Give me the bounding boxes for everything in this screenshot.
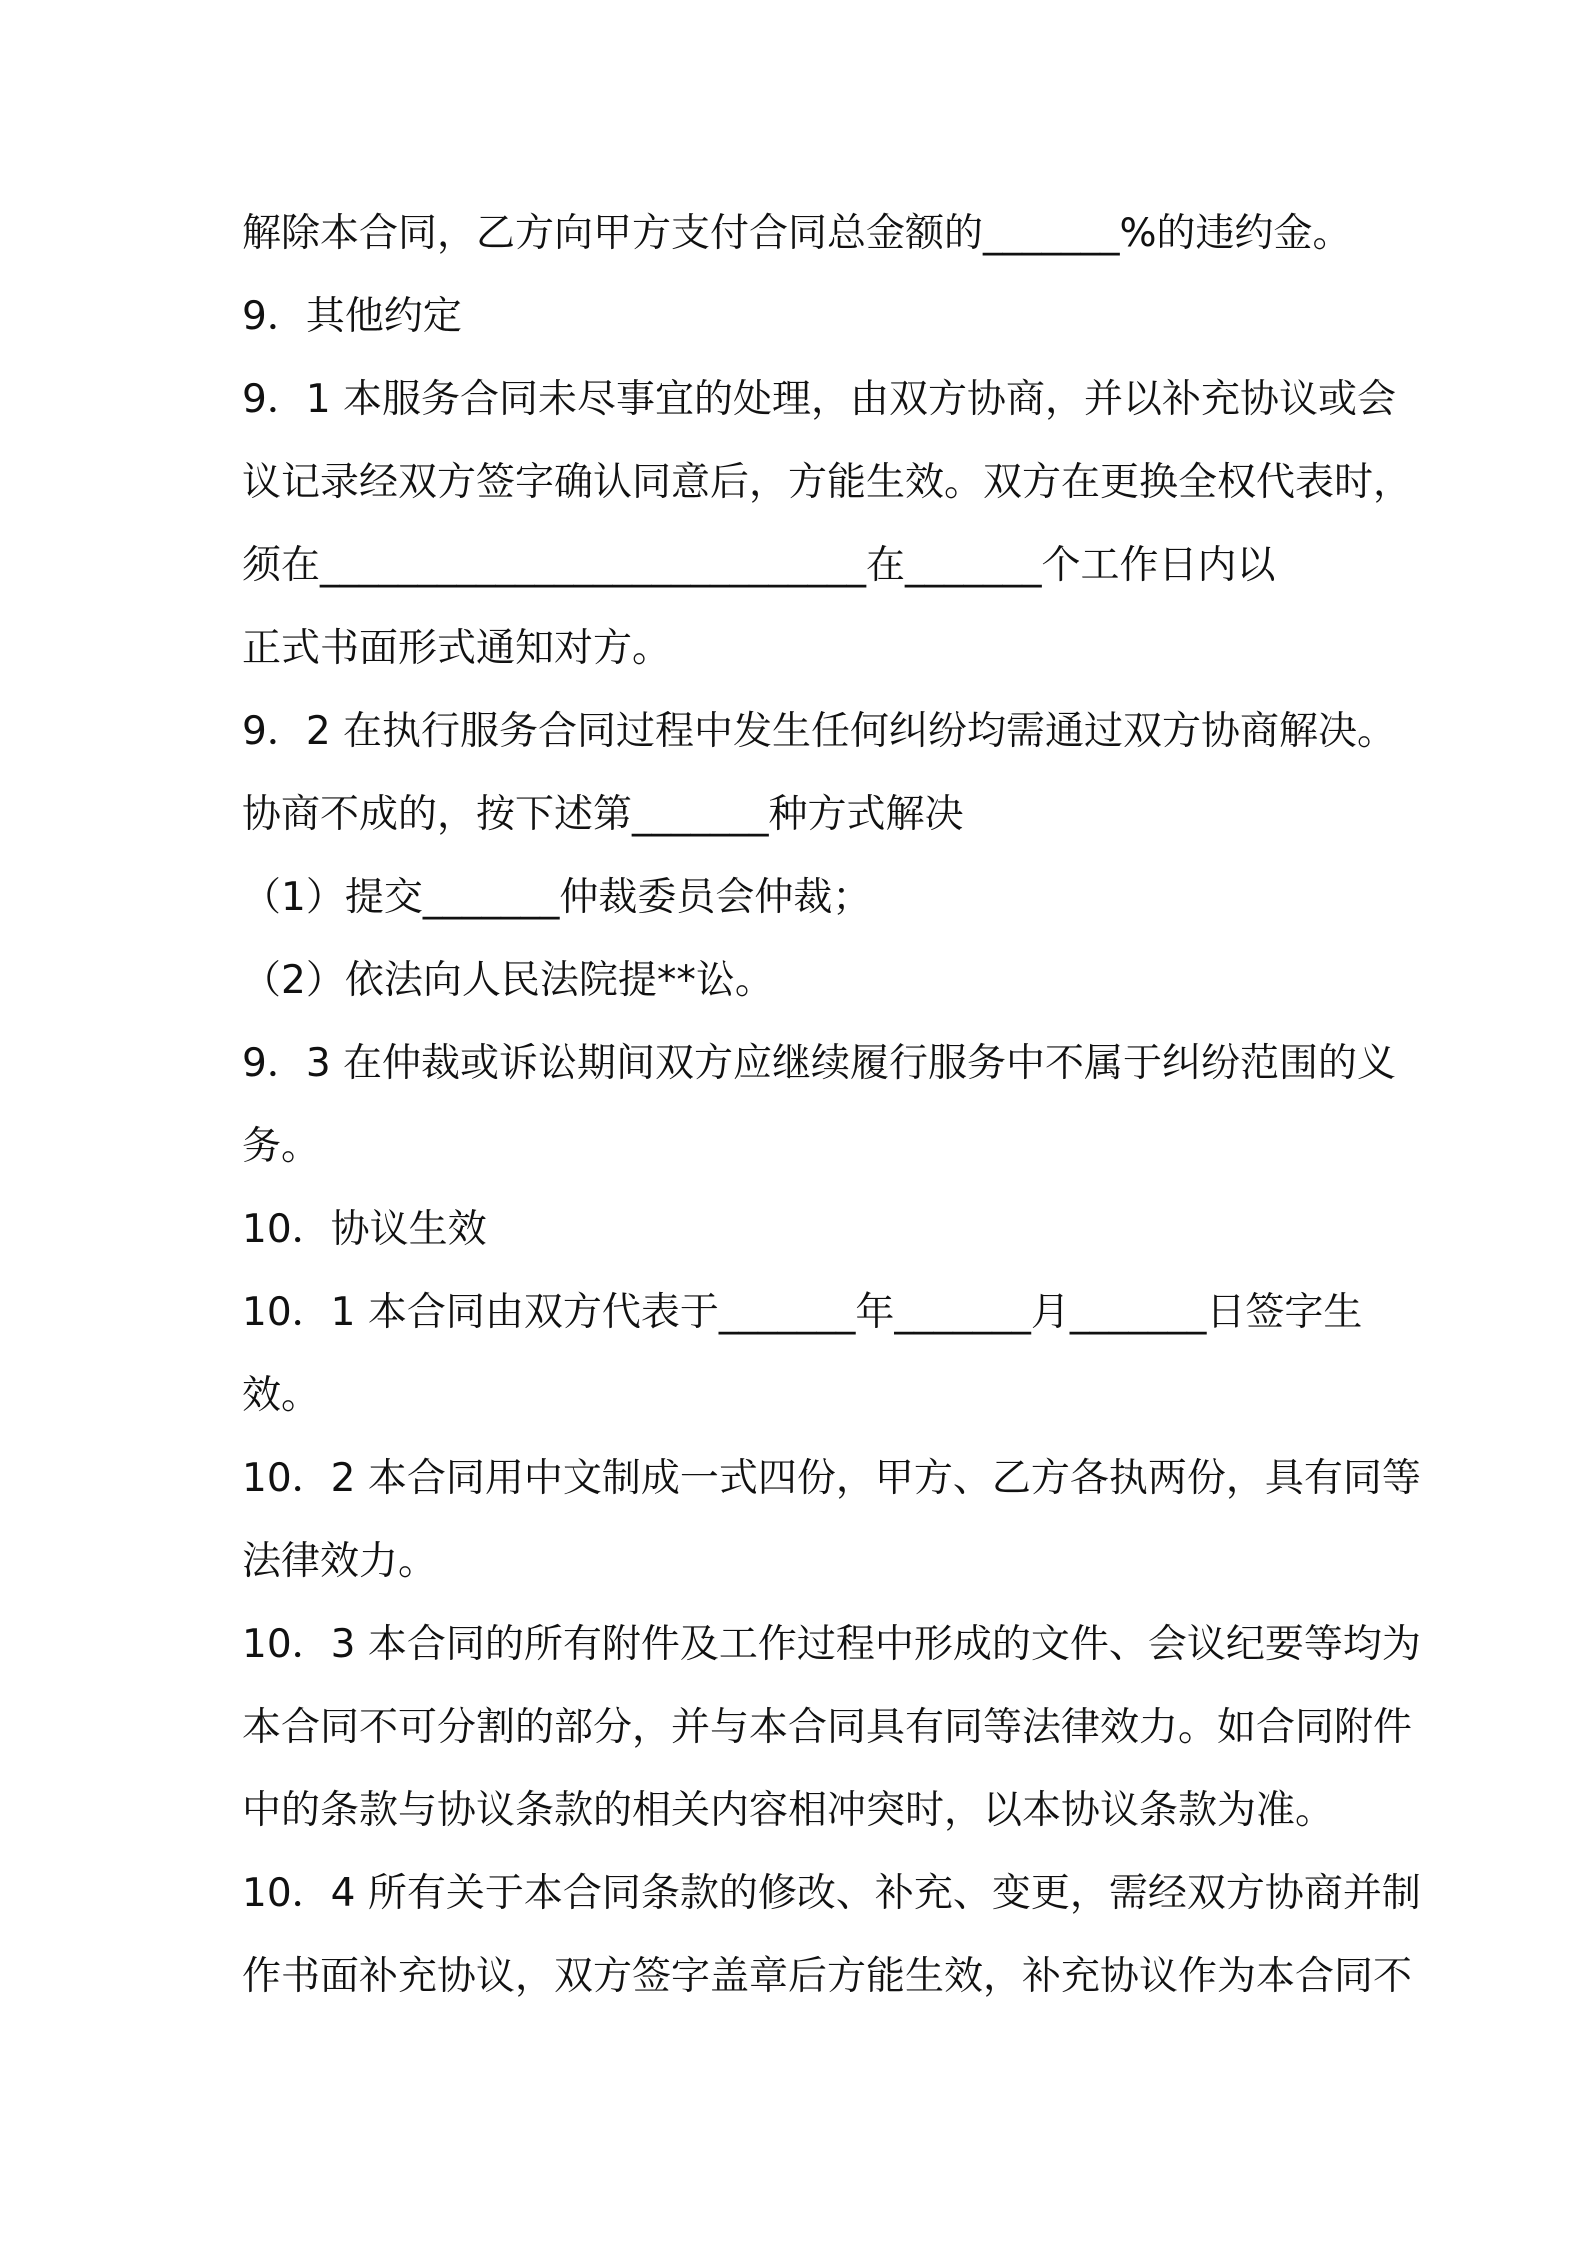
text-line: 议记录经双方签字确认同意后，方能生效。双方在更换全权代表时， [242,460,1413,505]
section-heading-9: 9．其他约定 [242,294,462,339]
text-line: 正式书面形式通知对方。 [242,626,672,671]
text-line: 协商不成的，按下述第_______种方式解决 [242,792,964,837]
text-line: 中的条款与协议条款的相关内容相冲突时，以本协议条款为准。 [242,1788,1335,1833]
text-line: 解除本合同，乙方向甲方支付合同总金额的_______%的违约金。 [242,211,1352,256]
text-line: （2）依法向人民法院提**讼。 [242,958,774,1003]
text-line: 9．2 在执行服务合同过程中发生任何纠纷均需通过双方协商解决。 [242,709,1397,754]
text-line: 作书面补充协议，双方签字盖章后方能生效，补充协议作为本合同不 [242,1954,1413,1999]
text-line: 法律效力。 [242,1539,438,1584]
text-line: 本合同不可分割的部分，并与本合同具有同等法律效力。如合同附件 [242,1705,1413,1750]
text-line: 须在____________________________在_______个工作日内以 [242,543,1276,588]
text-line: 务。 [242,1124,321,1169]
text-line: 10．2 本合同用中文制成一式四份，甲方、乙方各执两份，具有同等 [242,1456,1421,1501]
text-line: 10．4 所有关于本合同条款的修改、补充、变更，需经双方协商并制 [242,1871,1421,1916]
section-heading-10: 10．协议生效 [242,1207,487,1252]
text-line: 效。 [242,1373,321,1418]
text-line: 10．3 本合同的所有附件及工作过程中形成的文件、会议纪要等均为 [242,1622,1421,1667]
text-line: 9．1 本服务合同未尽事宜的处理，由双方协商，并以补充协议或会 [242,377,1397,422]
text-line: 10．1 本合同由双方代表于_______年_______月_______日签字生 [242,1290,1363,1335]
document-body [242,192,1421,2018]
text-line: 9．3 在仲裁或诉讼期间双方应继续履行服务中不属于纠纷范围的义 [242,1041,1397,1086]
text-line: （1）提交_______仲裁委员会仲裁； [242,875,872,920]
